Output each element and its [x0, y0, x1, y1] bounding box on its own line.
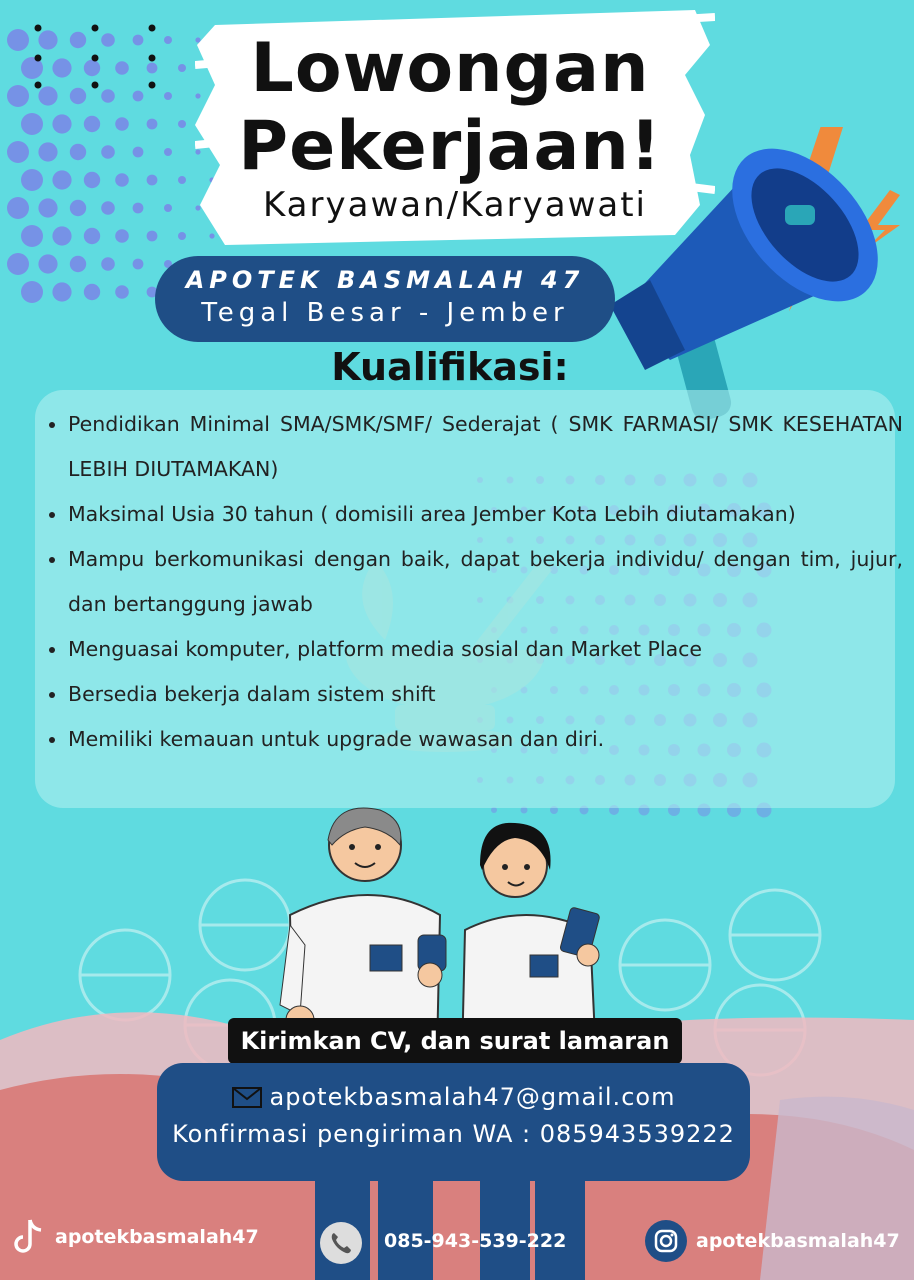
decor-dot — [101, 201, 115, 215]
decor-dot — [92, 82, 99, 89]
company-name: APOTEK BASMALAH 47 — [185, 266, 585, 294]
decor-dot — [149, 25, 156, 32]
decor-dot — [101, 33, 115, 47]
decor-dot — [115, 61, 129, 75]
decor-dot — [52, 114, 71, 133]
headline-line2: Pekerjaan! — [238, 107, 662, 187]
decor-dot — [133, 259, 144, 270]
decor-dot — [178, 120, 186, 128]
decor-dot — [52, 226, 71, 245]
headline-subtitle: Karyawan/Karyawati — [262, 185, 647, 225]
decor-dot — [70, 256, 86, 272]
mail-icon — [232, 1085, 262, 1109]
decor-dot — [7, 85, 29, 107]
email-address[interactable]: apotekbasmalah47@gmail.com — [269, 1083, 676, 1111]
decor-dot — [92, 55, 99, 62]
decor-dot — [84, 228, 100, 244]
decor-dot — [84, 172, 100, 188]
decor-dot — [21, 225, 43, 247]
decor-dot — [133, 91, 144, 102]
decor-dot — [101, 89, 115, 103]
instagram-icon[interactable] — [645, 1220, 687, 1262]
decor-dot — [7, 253, 29, 275]
decor-dot — [38, 86, 57, 105]
list-item: • Memiliki kemauan untuk upgrade wawasan dan diri. — [68, 717, 903, 762]
decor-dot — [38, 30, 57, 49]
qualifications-heading: Kualifikasi: — [331, 345, 569, 389]
tiktok-handle[interactable]: apotekbasmalah47 — [55, 1226, 259, 1248]
list-item: • Mampu berkomunikasi dengan baik, dapat bekerja individu/ dengan tim, jujur, dan bertanggung jawab — [68, 537, 903, 627]
decor-dot — [7, 197, 29, 219]
decor-dot — [149, 55, 156, 62]
email-line[interactable] — [157, 1083, 750, 1111]
decor-dot — [38, 198, 57, 217]
decor-dot — [133, 203, 144, 214]
decor-dot — [164, 204, 172, 212]
decor-dot — [84, 284, 100, 300]
decor-dot — [133, 35, 144, 46]
decor-dot — [178, 64, 186, 72]
decor-dot — [178, 176, 186, 184]
qualifications-list — [40, 402, 903, 762]
decor-dot — [115, 229, 129, 243]
list-item: • Pendidikan Minimal SMA/SMK/SMF/ Sederajat ( SMK FARMASI/ SMK KESEHATAN LEBIH DIUTAMAKAN) — [68, 402, 903, 492]
apply-banner: Kirimkan CV, dan surat lamaran — [228, 1018, 682, 1064]
whatsapp-confirmation: Konfirmasi pengiriman WA : 085943539222 — [172, 1120, 735, 1148]
decor-dot — [147, 119, 158, 130]
company-location: Tegal Besar - Jember — [201, 298, 569, 328]
instagram-handle[interactable]: apotekbasmalah47 — [696, 1230, 900, 1252]
decor-dot — [164, 92, 172, 100]
decor-dot — [115, 285, 129, 299]
decor-dot — [52, 170, 71, 189]
decor-dot — [35, 82, 42, 89]
decor-dot — [70, 88, 86, 104]
decor-dot — [164, 148, 172, 156]
decor-dot — [84, 116, 100, 132]
decor-dot — [52, 58, 71, 77]
decor-dot — [70, 32, 86, 48]
tiktok-icon[interactable] — [10, 1217, 46, 1257]
decor-dot — [7, 29, 29, 51]
decor-dot — [147, 63, 158, 74]
decor-dot — [21, 113, 43, 135]
list-item: • Menguasai komputer, platform media sosial dan Market Place — [68, 627, 903, 672]
decor-dot — [7, 141, 29, 163]
decor-dot — [178, 232, 186, 240]
phone-icon[interactable] — [320, 1222, 362, 1264]
decor-dot — [52, 282, 71, 301]
decor-dot — [21, 281, 43, 303]
decor-dot — [149, 82, 156, 89]
decor-dot — [38, 142, 57, 161]
decor-dot — [164, 36, 172, 44]
decor-dot — [84, 60, 100, 76]
list-item: • Maksimal Usia 30 tahun ( domisili area Jember Kota Lebih diutamakan) — [68, 492, 903, 537]
decor-dot — [38, 254, 57, 273]
headline-line1: Lowongan — [250, 29, 650, 108]
decor-dot — [147, 175, 158, 186]
decor-dot — [101, 145, 115, 159]
decor-dot — [101, 257, 115, 271]
decor-dot — [21, 169, 43, 191]
decor-dot — [147, 231, 158, 242]
decor-dot — [70, 144, 86, 160]
decor-dot — [35, 25, 42, 32]
decor-dot — [115, 173, 129, 187]
phone-number[interactable]: 085-943-539-222 — [384, 1230, 567, 1252]
decor-dot — [35, 55, 42, 62]
decor-dot — [133, 147, 144, 158]
decor-dot — [70, 200, 86, 216]
decor-dot — [92, 25, 99, 32]
list-item: • Bersedia bekerja dalam sistem shift — [68, 672, 903, 717]
decor-dot — [115, 117, 129, 131]
